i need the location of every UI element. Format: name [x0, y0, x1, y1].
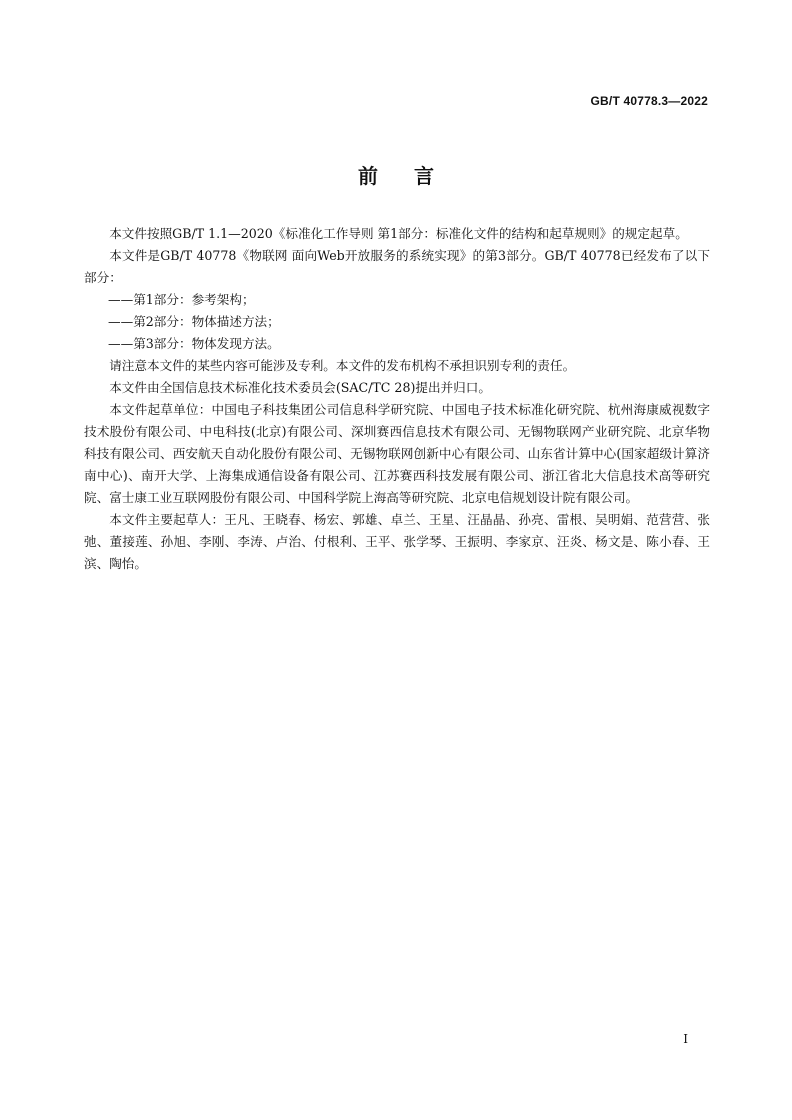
- list-item: ——第2部分：物体描述方法；: [108, 314, 280, 329]
- list-item: ——第3部分：物体发现方法。: [108, 336, 280, 351]
- paragraph-patent-notice: 请注意本文件的某些内容可能涉及专利。本文件的发布机构不承担识别专利的责任。: [109, 358, 576, 373]
- document-body: [84, 223, 710, 575]
- paragraph-drafting-units: 本文件起草单位：中国电子科技集团公司信息科学研究院、中国电子技术标准化研究院、杭州海康威视数字技术股份有限公司、中电科技(北京)有限公司、深圳赛西信息技术有限公司、无锡物联网产业研究院、北京华物科技有限公司、西安航天自动化股份有限公司、无锡物联网创新中心有限公司、山东省计算中心(国家超级计算济南中心)、南开大学、上海集成通信设备有限公司、江苏赛西科技发展有限公司、浙江省北大信息技术高等研究院、富士康工业互联网股份有限公司、中国科学院上海高等研究院、北京电信规划设计院有限公司。: [84, 402, 710, 505]
- paragraph-proposer: 本文件由全国信息技术标准化技术委员会(SAC/TC 28)提出并归口。: [109, 380, 491, 395]
- standard-code: GB/T 40778.3—2022: [590, 94, 708, 108]
- page-number: I: [683, 1032, 688, 1046]
- paragraph-drafters: 本文件主要起草人：王凡、王晓春、杨宏、郭雄、卓兰、王星、汪晶晶、孙亮、雷根、吴明娟、范营营、张弛、董接莲、孙旭、李刚、李涛、卢治、付根利、王平、张学琴、王振明、李家京、汪炎、杨文是、陈小春、王滨、陶怡。: [84, 512, 710, 571]
- paragraph-series-info: 本文件是GB/T 40778《物联网 面向Web开放服务的系统实现》的第3部分。GB/T 40778已经发布了以下部分：: [84, 248, 710, 285]
- list-item: ——第1部分：参考架构；: [108, 292, 255, 307]
- page-title: 前言: [358, 164, 470, 188]
- paragraph-drafting-rules: 本文件按照GB/T 1.1—2020《标准化工作导则 第1部分：标准化文件的结构和起草规则》的规定起草。: [109, 226, 688, 241]
